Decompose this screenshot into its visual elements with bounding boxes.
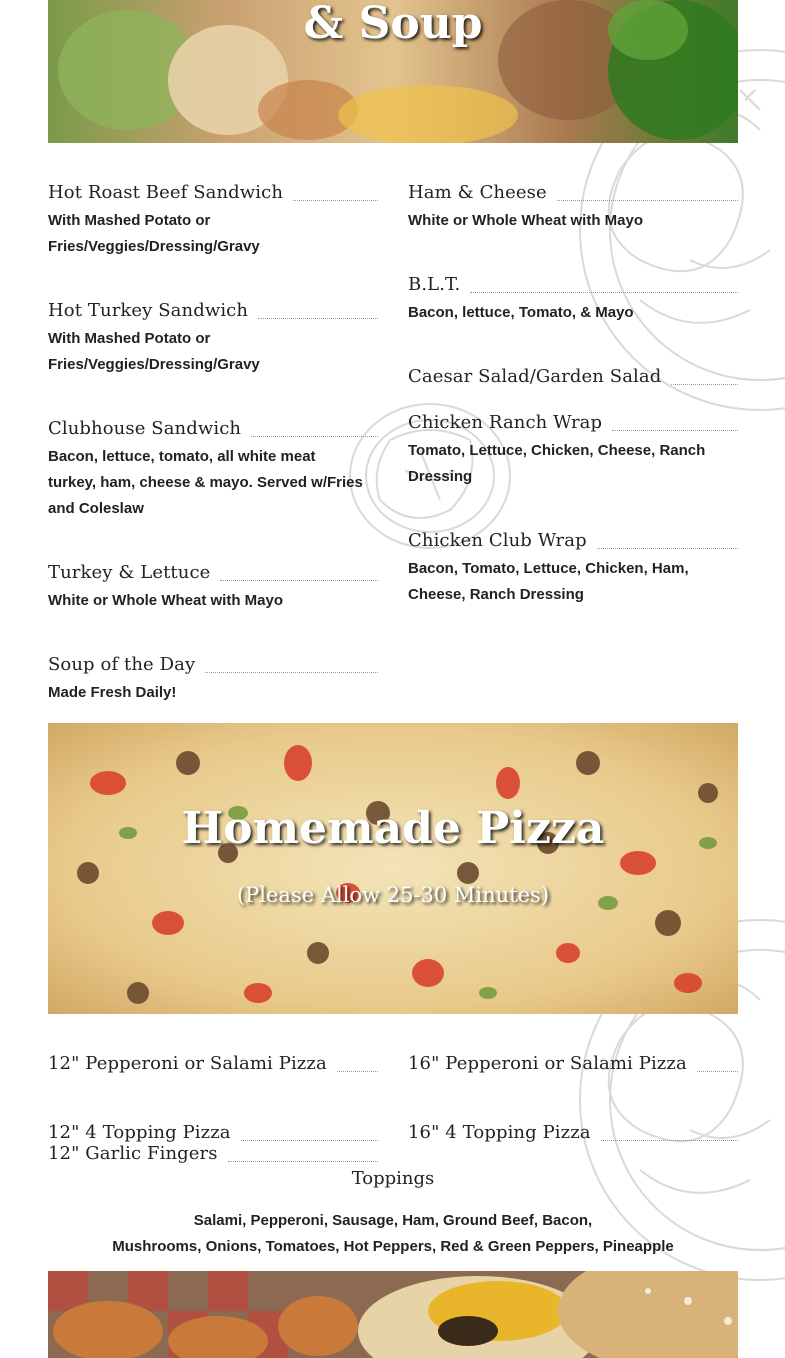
toppings-list-line-1: Salami, Pepperoni, Sausage, Ham, Ground Beef, Bacon, bbox=[193, 1212, 593, 1229]
menu-item-turkey-lettuce bbox=[48, 562, 378, 614]
dotted-leader bbox=[337, 1071, 378, 1072]
menu-item-chicken-club-wrap bbox=[408, 530, 738, 608]
sandwich-banner-title: & Soup bbox=[303, 0, 483, 49]
menu-item-name: B.L.T. bbox=[408, 274, 461, 295]
burger-banner-image bbox=[48, 1271, 738, 1358]
dotted-leader bbox=[251, 436, 378, 437]
menu-item-ham-cheese bbox=[408, 182, 738, 234]
dotted-leader bbox=[241, 1140, 378, 1141]
menu-item-name: Ham & Cheese bbox=[408, 182, 547, 203]
menu-item-caesar-garden-salad bbox=[408, 366, 738, 387]
menu-item-12-4-topping-pizza bbox=[48, 1122, 378, 1142]
menu-item-name: Turkey & Lettuce bbox=[48, 562, 211, 583]
dotted-leader bbox=[205, 672, 378, 673]
menu-item-name: Soup of the Day bbox=[48, 654, 196, 675]
menu-item-hot-roast-beef-sandwich bbox=[48, 182, 378, 260]
dotted-leader bbox=[228, 1161, 378, 1162]
toppings-heading: Toppings bbox=[351, 1168, 435, 1189]
menu-item-name: 12" Pepperoni or Salami Pizza bbox=[48, 1053, 327, 1074]
menu-item-16-pepperoni-salami-pizza bbox=[408, 1053, 738, 1074]
menu-item-16-4-topping-pizza bbox=[408, 1122, 738, 1143]
pizza-banner bbox=[48, 723, 738, 1014]
burger-banner bbox=[48, 1271, 738, 1358]
dotted-leader bbox=[612, 430, 738, 431]
dotted-leader bbox=[293, 200, 378, 201]
dotted-leader bbox=[258, 318, 378, 319]
menu-item-description: With Mashed Potato or Fries/Veggies/Dressing/Gravy bbox=[48, 330, 260, 373]
menu-item-hot-turkey-sandwich bbox=[48, 300, 378, 378]
menu-item-name: 12" Garlic Fingers bbox=[48, 1143, 218, 1164]
menu-item-description: With Mashed Potato or Fries/Veggies/Dressing/Gravy bbox=[48, 212, 260, 255]
dotted-leader bbox=[597, 548, 738, 549]
menu-item-name: Chicken Club Wrap bbox=[408, 530, 587, 551]
menu-item-clubhouse-sandwich bbox=[48, 418, 378, 522]
menu-item-name: Caesar Salad/Garden Salad bbox=[408, 366, 662, 387]
menu-item-chicken-ranch-wrap bbox=[408, 412, 738, 490]
pizza-banner-image bbox=[48, 723, 738, 1014]
dotted-leader bbox=[557, 200, 738, 201]
menu-item-blt bbox=[408, 274, 738, 326]
menu-item-description: Bacon, lettuce, tomato, all white meat turkey, ham, cheese & mayo. Served w/Fries and Coleslaw bbox=[48, 448, 363, 517]
pizza-banner-subtitle: (Please Allow 25-30 Minutes) bbox=[236, 883, 550, 907]
menu-item-name: 12" 4 Topping Pizza bbox=[48, 1122, 231, 1142]
menu-item-description: Tomato, Lettuce, Chicken, Cheese, Ranch Dressing bbox=[408, 442, 706, 485]
menu-item-soup-of-the-day bbox=[48, 654, 378, 706]
dotted-leader bbox=[470, 292, 738, 293]
pizza-banner-title: Homemade Pizza bbox=[181, 803, 605, 854]
dotted-leader bbox=[697, 1071, 738, 1072]
menu-item-name: Clubhouse Sandwich bbox=[48, 418, 242, 439]
toppings-list-line-2: Mushrooms, Onions, Tomatoes, Hot Peppers, Red & Green Peppers, Pineapple bbox=[112, 1238, 674, 1255]
sandwich-banner bbox=[48, 0, 738, 143]
menu-item-name: 16" Pepperoni or Salami Pizza bbox=[408, 1053, 687, 1074]
menu-item-name: Hot Turkey Sandwich bbox=[48, 300, 249, 321]
menu-item-description: White or Whole Wheat with Mayo bbox=[48, 592, 283, 609]
menu-item-description: Bacon, Tomato, Lettuce, Chicken, Ham, Cheese, Ranch Dressing bbox=[408, 560, 689, 603]
dotted-leader bbox=[220, 580, 378, 581]
menu-item-12-pepperoni-salami-pizza bbox=[48, 1053, 378, 1074]
menu-item-12-garlic-fingers bbox=[48, 1143, 378, 1164]
menu-item-description: White or Whole Wheat with Mayo bbox=[408, 212, 643, 229]
menu-item-description: Bacon, lettuce, Tomato, & Mayo bbox=[408, 304, 634, 321]
dotted-leader bbox=[671, 384, 738, 385]
menu-item-description: Made Fresh Daily! bbox=[48, 684, 177, 701]
menu-item-name: Hot Roast Beef Sandwich bbox=[48, 182, 284, 203]
dotted-leader bbox=[601, 1140, 738, 1141]
menu-item-name: Chicken Ranch Wrap bbox=[408, 412, 603, 433]
menu-item-name: 16" 4 Topping Pizza bbox=[408, 1122, 591, 1143]
